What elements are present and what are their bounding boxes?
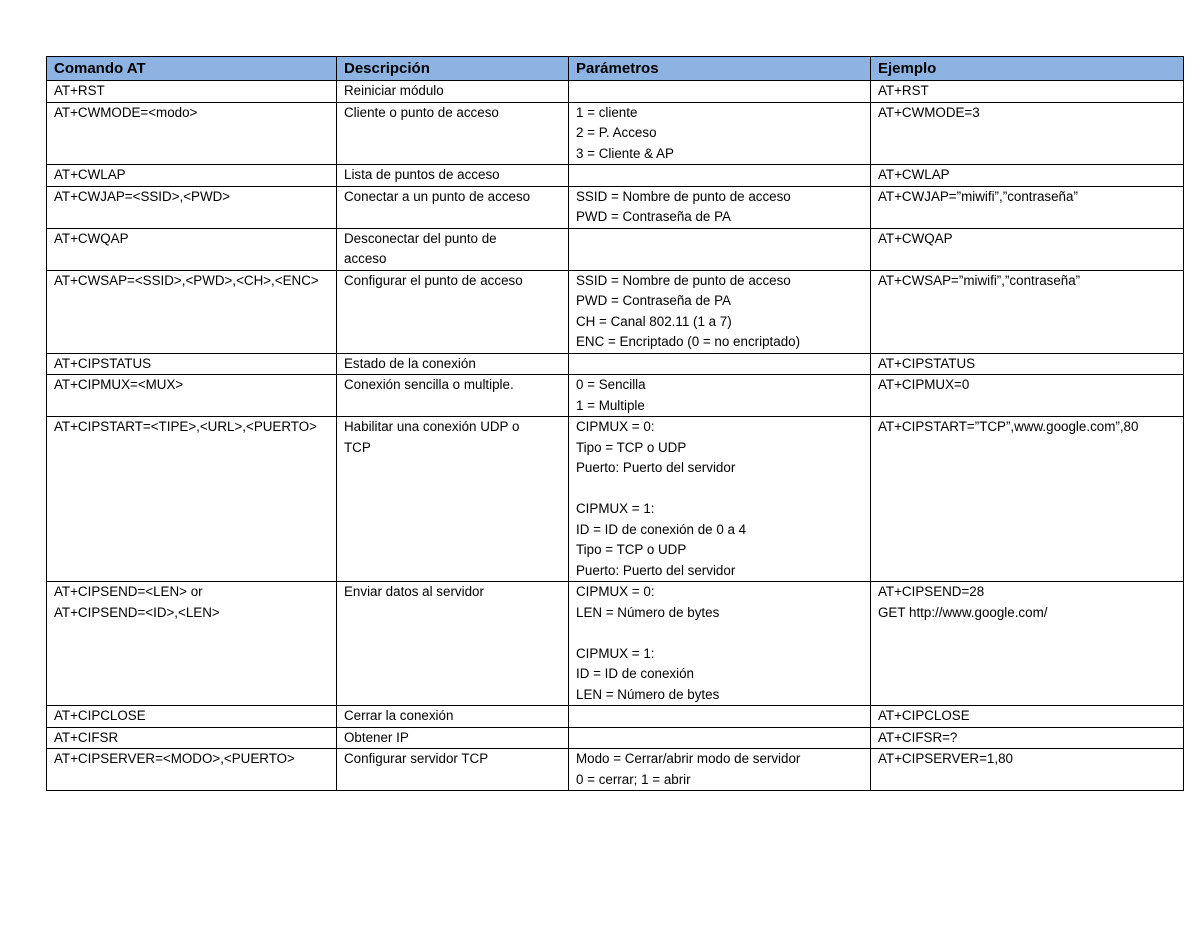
cell-line: AT+CWQAP [878, 230, 953, 246]
cell-line: PWD = Contraseña de PA [576, 293, 731, 308]
cell-example [871, 727, 1184, 749]
cell-line: AT+CIFSR=? [878, 729, 958, 745]
cell-line: CIPMUX = 0: [576, 584, 655, 599]
cell-command [47, 165, 337, 187]
cell-parameters [569, 749, 871, 791]
cell-parameters [569, 353, 871, 375]
cell-parameters [569, 165, 871, 187]
cell-line: AT+CWSAP=”miwifi”,”contraseña” [878, 272, 1081, 288]
cell-description [337, 582, 569, 706]
cell-line: 1 = Multiple [576, 397, 645, 413]
cell-line: GET http://www.google.com/ [878, 604, 1048, 620]
cell-line: AT+CIPSTART=<TIPE>,<URL>,<PUERTO> [54, 419, 317, 434]
cell-line: ID = ID de conexión [576, 666, 694, 681]
cell-description [337, 186, 569, 228]
cell-parameters [569, 81, 871, 103]
cell-command [47, 228, 337, 270]
cell-line: CIPMUX = 1: [576, 501, 655, 516]
cell-description [337, 749, 569, 791]
cell-line: LEN = Número de bytes [576, 686, 720, 702]
cell-command [47, 102, 337, 165]
cell-line: Configurar el punto de acceso [344, 272, 523, 288]
cell-line: ENC = Encriptado (0 = no encriptado) [576, 334, 801, 349]
cell-line: Estado de la conexión [344, 355, 476, 371]
cell-example [871, 165, 1184, 187]
cell-line: AT+CIPMUX=0 [878, 377, 970, 392]
table-row [47, 353, 1184, 375]
cell-line: Modo = Cerrar/abrir modo de servidor [576, 751, 801, 766]
table-row [47, 102, 1184, 165]
cell-line: AT+CIPSTATUS [878, 355, 976, 371]
cell-example [871, 417, 1184, 582]
cell-line: CH = Canal 802.11 (1 a 7) [576, 313, 732, 329]
cell-example [871, 102, 1184, 165]
cell-description [337, 102, 569, 165]
cell-parameters [569, 727, 871, 749]
cell-description [337, 727, 569, 749]
table-row [47, 228, 1184, 270]
table-row [47, 582, 1184, 706]
cell-command [47, 353, 337, 375]
table-header-row [47, 57, 1184, 81]
cell-line: Tipo = TCP o UDP [576, 542, 687, 557]
header-comando: Comando AT [47, 57, 337, 81]
cell-example [871, 582, 1184, 706]
table-row [47, 186, 1184, 228]
cell-example [871, 706, 1184, 728]
cell-line [576, 479, 864, 500]
cell-line: CIPMUX = 0: [576, 419, 655, 434]
cell-line: AT+CIPSEND=<ID>,<LEN> [54, 604, 220, 620]
cell-line: Puerto: Puerto del servidor [576, 562, 736, 578]
cell-description [337, 165, 569, 187]
table-row [47, 706, 1184, 728]
cell-command [47, 706, 337, 728]
cell-line: Obtener IP [344, 729, 409, 745]
table-row [47, 375, 1184, 417]
cell-line: ID = ID de conexión de 0 a 4 [576, 521, 747, 537]
cell-line: Reiniciar módulo [344, 83, 444, 98]
cell-line: Conexión sencilla o multiple. [344, 377, 514, 392]
cell-line: acceso [344, 251, 387, 266]
cell-example [871, 186, 1184, 228]
cell-line: 0 = cerrar; 1 = abrir [576, 771, 691, 787]
cell-line: 1 = cliente [576, 104, 638, 120]
cell-line: 2 = P. Acceso [576, 125, 657, 140]
cell-parameters [569, 270, 871, 353]
cell-command [47, 749, 337, 791]
cell-line: AT+CWLAP [878, 167, 950, 182]
cell-description [337, 417, 569, 582]
cell-command [47, 727, 337, 749]
cell-line: AT+CIPSEND=<LEN> or [54, 584, 203, 599]
cell-line: 3 = Cliente & AP [576, 145, 674, 161]
cell-line: Enviar datos al servidor [344, 584, 484, 599]
cell-line: Lista de puntos de acceso [344, 167, 500, 182]
cell-line: AT+RST [54, 83, 105, 98]
cell-line: SSID = Nombre de punto de acceso [576, 188, 791, 204]
table-row [47, 749, 1184, 791]
cell-line: Desconectar del punto de [344, 230, 497, 246]
cell-line: AT+CIPCLOSE [54, 708, 146, 723]
cell-line: AT+CWSAP=<SSID>,<PWD>,<CH>,<ENC> [54, 272, 319, 288]
cell-line: AT+CWMODE=3 [878, 104, 980, 120]
cell-line: Tipo = TCP o UDP [576, 439, 687, 455]
cell-command [47, 375, 337, 417]
at-commands-table [46, 56, 1184, 791]
cell-line: Puerto: Puerto del servidor [576, 460, 736, 475]
cell-line: Habilitar una conexión UDP o [344, 419, 520, 434]
cell-example [871, 270, 1184, 353]
cell-parameters [569, 186, 871, 228]
cell-line [576, 623, 864, 644]
cell-line: SSID = Nombre de punto de acceso [576, 272, 791, 288]
cell-example [871, 228, 1184, 270]
header-parametros: Parámetros [569, 57, 871, 81]
cell-line: Configurar servidor TCP [344, 751, 489, 766]
cell-line: AT+CIPSTATUS [54, 355, 152, 371]
cell-parameters [569, 375, 871, 417]
cell-line: Cerrar la conexión [344, 708, 454, 723]
cell-example [871, 749, 1184, 791]
cell-line: TCP [344, 439, 371, 455]
cell-description [337, 228, 569, 270]
cell-description [337, 81, 569, 103]
cell-command [47, 81, 337, 103]
header-descripcion: Descripción [337, 57, 569, 81]
cell-parameters [569, 417, 871, 582]
cell-description [337, 375, 569, 417]
cell-command [47, 417, 337, 582]
cell-line: AT+CIPCLOSE [878, 708, 970, 723]
cell-parameters [569, 102, 871, 165]
cell-line: 0 = Sencilla [576, 377, 646, 392]
cell-parameters [569, 582, 871, 706]
table-row [47, 270, 1184, 353]
cell-line: AT+CIPSTART=”TCP”,www.google.com”,80 [878, 419, 1139, 434]
header-ejemplo: Ejemplo [871, 57, 1184, 81]
cell-line: AT+CIPMUX=<MUX> [54, 377, 184, 392]
cell-example [871, 375, 1184, 417]
table-row [47, 81, 1184, 103]
cell-line: LEN = Número de bytes [576, 604, 720, 620]
cell-line: CIPMUX = 1: [576, 645, 655, 661]
cell-line: AT+CWQAP [54, 230, 129, 246]
cell-line: AT+CIFSR [54, 729, 119, 745]
cell-line: AT+CWLAP [54, 167, 126, 182]
cell-example [871, 353, 1184, 375]
cell-parameters [569, 228, 871, 270]
cell-line: AT+CIPSEND=28 [878, 584, 985, 599]
cell-line: AT+CIPSERVER=<MODO>,<PUERTO> [54, 751, 295, 766]
cell-line: AT+CWJAP=”miwifi”,”contraseña” [878, 188, 1078, 204]
cell-line: Cliente o punto de acceso [344, 104, 499, 120]
cell-line: AT+CIPSERVER=1,80 [878, 751, 1013, 766]
table-row [47, 165, 1184, 187]
cell-line: AT+CWMODE=<modo> [54, 104, 198, 120]
cell-example [871, 81, 1184, 103]
cell-command [47, 186, 337, 228]
table-row [47, 417, 1184, 582]
cell-line: AT+CWJAP=<SSID>,<PWD> [54, 188, 231, 204]
cell-description [337, 353, 569, 375]
table-body [47, 81, 1184, 791]
cell-description [337, 706, 569, 728]
cell-command [47, 270, 337, 353]
table-row [47, 727, 1184, 749]
cell-command [47, 582, 337, 706]
cell-line: PWD = Contraseña de PA [576, 209, 731, 224]
cell-line: AT+RST [878, 83, 929, 98]
cell-line: Conectar a un punto de acceso [344, 188, 531, 204]
cell-description [337, 270, 569, 353]
cell-parameters [569, 706, 871, 728]
